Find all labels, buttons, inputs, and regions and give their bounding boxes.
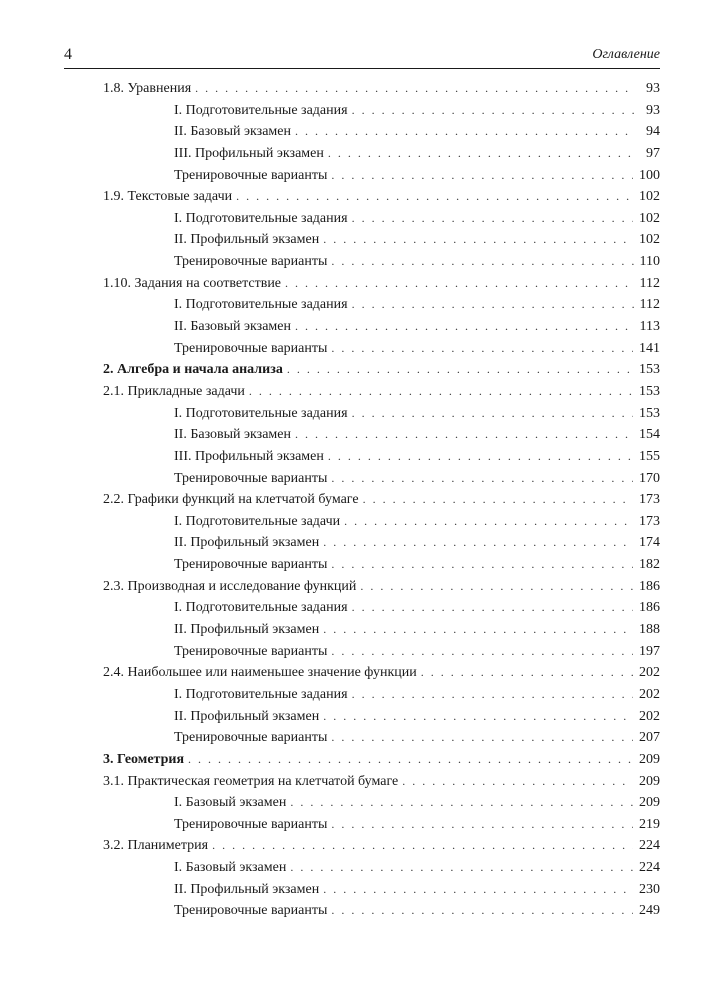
toc-part-heading[interactable] [103, 359, 660, 381]
toc-entry-title: Тренировочные варианты [174, 643, 328, 659]
toc-page-number: 249 [639, 903, 660, 919]
toc-entry-title: 1.8. Уравнения [103, 81, 192, 96]
toc-section[interactable] [103, 489, 660, 511]
table-of-contents [103, 78, 660, 922]
toc-entry-title: 2.2. Графики функций на клетчатой бумаге [103, 492, 359, 508]
toc-entry-title: 2.3. Производная и исследование функций [103, 578, 357, 594]
dot-leader [331, 338, 633, 360]
toc-entry-title: I. Подготовительные задания [174, 686, 348, 702]
toc-entry-title: II. Профильный экзамен [174, 622, 320, 638]
toc-subentry[interactable] [103, 511, 660, 533]
toc-subentry[interactable] [103, 792, 660, 814]
toc-page-number: 102 [639, 189, 660, 205]
toc-subentry[interactable] [103, 597, 660, 619]
toc-entry-title: III. Профильный экзамен [174, 448, 324, 464]
toc-page-number: 209 [639, 773, 660, 789]
toc-subentry[interactable] [103, 619, 660, 641]
toc-subentry[interactable] [103, 684, 660, 706]
toc-subentry[interactable] [103, 208, 660, 230]
toc-page-number: 209 [639, 795, 660, 811]
dot-leader [290, 792, 633, 814]
toc-part-heading[interactable] [103, 749, 660, 771]
toc-subentry[interactable] [103, 857, 660, 879]
toc-page-number: 186 [639, 600, 660, 616]
toc-entry-title: 3. Геометрия [103, 751, 185, 767]
toc-section[interactable] [103, 835, 660, 857]
toc-entry-title: II. Профильный экзамен [174, 881, 320, 897]
toc-entry-title: II. Базовый экзамен [174, 319, 291, 335]
dot-leader [331, 251, 633, 273]
page-header [64, 44, 660, 69]
dot-leader [323, 532, 633, 554]
toc-section[interactable] [103, 576, 660, 598]
toc-page-number: 102 [639, 210, 660, 226]
dot-leader [287, 359, 633, 381]
toc-entry-title: II. Базовый экзамен [174, 427, 291, 443]
dot-leader [323, 229, 633, 251]
toc-subentry[interactable] [103, 532, 660, 554]
toc-entry-title: II. Базовый экзамен [174, 124, 291, 140]
dot-leader [352, 403, 633, 425]
toc-section[interactable] [103, 78, 660, 100]
toc-entry-title: Тренировочные варианты [174, 903, 328, 919]
dot-leader [328, 143, 634, 165]
dot-leader [352, 100, 634, 122]
toc-page-number: 170 [639, 470, 660, 486]
dot-leader [323, 619, 633, 641]
toc-page-number: 93 [646, 81, 660, 96]
toc-entry-title: I. Базовый экзамен [174, 860, 287, 876]
toc-page-number: 102 [639, 232, 660, 248]
toc-entry-title: 2.4. Наибольшее или наименьшее значение функции [103, 665, 417, 681]
dot-leader [195, 78, 634, 100]
toc-page-number: 219 [639, 816, 660, 832]
dot-leader [212, 835, 633, 857]
toc-entry-title: Тренировочные варианты [174, 340, 328, 356]
toc-entry-title: Тренировочные варианты [174, 816, 328, 832]
toc-entry-title: I. Базовый экзамен [174, 795, 287, 811]
toc-page-number: 93 [646, 102, 660, 118]
toc-page-number: 154 [639, 427, 660, 443]
toc-entry-title: I. Подготовительные задания [174, 405, 348, 421]
dot-leader [331, 165, 633, 187]
toc-page-number: 209 [639, 751, 660, 767]
toc-subentry[interactable] [103, 900, 660, 922]
toc-entry-title: Тренировочные варианты [174, 167, 328, 183]
toc-page-number: 153 [639, 383, 660, 399]
dot-leader [236, 186, 633, 208]
toc-page-number: 153 [639, 362, 660, 378]
toc-subentry[interactable] [103, 251, 660, 273]
toc-subentry[interactable] [103, 229, 660, 251]
dot-leader [352, 684, 633, 706]
dot-leader [331, 814, 633, 836]
toc-entry-title: 1.9. Текстовые задачи [103, 189, 233, 205]
toc-subentry[interactable] [103, 727, 660, 749]
toc-page-number: 186 [639, 578, 660, 594]
dot-leader [363, 489, 633, 511]
dot-leader [249, 381, 633, 403]
toc-page-number: 224 [639, 860, 660, 876]
toc-subentry[interactable] [103, 641, 660, 663]
toc-entry-title: 1.10. Задания на соответствие [103, 275, 282, 291]
toc-page-number: 112 [639, 275, 660, 291]
toc-section[interactable] [103, 771, 660, 793]
dot-leader [295, 424, 633, 446]
dot-leader [295, 316, 634, 338]
toc-subentry[interactable] [103, 121, 660, 143]
dot-leader [331, 900, 633, 922]
dot-leader [352, 294, 634, 316]
toc-subentry[interactable] [103, 316, 660, 338]
toc-entry-title: II. Профильный экзамен [174, 232, 320, 248]
toc-entry-title: I. Подготовительные задачи [174, 513, 341, 529]
toc-page-number: 230 [639, 881, 660, 897]
toc-entry-title: I. Подготовительные задания [174, 102, 348, 118]
toc-page-number: 202 [639, 665, 660, 681]
toc-subentry[interactable] [103, 879, 660, 901]
toc-entry-title: 2.1. Прикладные задачи [103, 383, 245, 399]
toc-subentry[interactable] [103, 468, 660, 490]
toc-page-number: 182 [639, 557, 660, 573]
toc-page-number: 224 [639, 838, 660, 854]
toc-entry-title: II. Профильный экзамен [174, 708, 320, 724]
toc-subentry[interactable] [103, 706, 660, 728]
dot-leader [344, 511, 633, 533]
dot-leader [331, 641, 633, 663]
toc-section[interactable] [103, 186, 660, 208]
dot-leader [323, 706, 633, 728]
toc-subentry[interactable] [103, 143, 660, 165]
toc-page-number: 141 [639, 340, 660, 356]
toc-page-number: 100 [639, 167, 660, 183]
toc-entry-title: I. Подготовительные задания [174, 210, 348, 226]
toc-entry-title: 2. Алгебра и начала анализа [103, 362, 283, 378]
toc-subentry[interactable] [103, 446, 660, 468]
page-number: 4 [64, 46, 72, 63]
toc-subentry[interactable] [103, 100, 660, 122]
toc-page-number: 155 [639, 448, 660, 464]
toc-subentry[interactable] [103, 403, 660, 425]
toc-subentry[interactable] [103, 165, 660, 187]
toc-entry-title: Тренировочные варианты [174, 557, 328, 573]
dot-leader [360, 576, 633, 598]
dot-leader [323, 879, 633, 901]
toc-page-number: 113 [639, 319, 660, 335]
toc-page-number: 174 [639, 535, 660, 551]
toc-entry-title: III. Профильный экзамен [174, 145, 324, 161]
toc-page-number: 110 [639, 254, 660, 270]
dot-leader [285, 273, 633, 295]
dot-leader [331, 554, 633, 576]
toc-subentry[interactable] [103, 294, 660, 316]
toc-entry-title: I. Подготовительные задания [174, 600, 348, 616]
toc-page-number: 94 [646, 124, 660, 140]
toc-subentry[interactable] [103, 814, 660, 836]
dot-leader [331, 468, 633, 490]
toc-entry-title: Тренировочные варианты [174, 254, 328, 270]
toc-page-number: 202 [639, 686, 660, 702]
dot-leader [352, 597, 633, 619]
toc-entry-title: 3.1. Практическая геометрия на клетчатой бумаге [103, 773, 399, 789]
toc-entry-title: II. Профильный экзамен [174, 535, 320, 551]
toc-entry-title: 3.2. Планиметрия [103, 838, 209, 854]
toc-page-number: 188 [639, 622, 660, 638]
dot-leader [290, 857, 633, 879]
toc-subentry[interactable] [103, 338, 660, 360]
toc-entry-title: Тренировочные варианты [174, 470, 328, 486]
dot-leader [421, 662, 633, 684]
toc-subentry[interactable] [103, 554, 660, 576]
dot-leader [295, 121, 634, 143]
toc-page-number: 207 [639, 730, 660, 746]
toc-subentry[interactable] [103, 424, 660, 446]
toc-page-number: 97 [646, 145, 660, 161]
toc-section[interactable] [103, 381, 660, 403]
running-title: Оглавление [592, 47, 660, 62]
toc-page-number: 173 [639, 513, 660, 529]
toc-page-number: 112 [639, 297, 660, 313]
toc-section[interactable] [103, 273, 660, 295]
toc-section[interactable] [103, 662, 660, 684]
dot-leader [331, 727, 633, 749]
dot-leader [352, 208, 633, 230]
dot-leader [402, 771, 633, 793]
toc-page-number: 173 [639, 492, 660, 508]
dot-leader [328, 446, 633, 468]
toc-page-number: 202 [639, 708, 660, 724]
toc-entry-title: Тренировочные варианты [174, 730, 328, 746]
toc-page-number: 153 [639, 405, 660, 421]
dot-leader [188, 749, 633, 771]
toc-page-number: 197 [639, 643, 660, 659]
toc-entry-title: I. Подготовительные задания [174, 297, 348, 313]
